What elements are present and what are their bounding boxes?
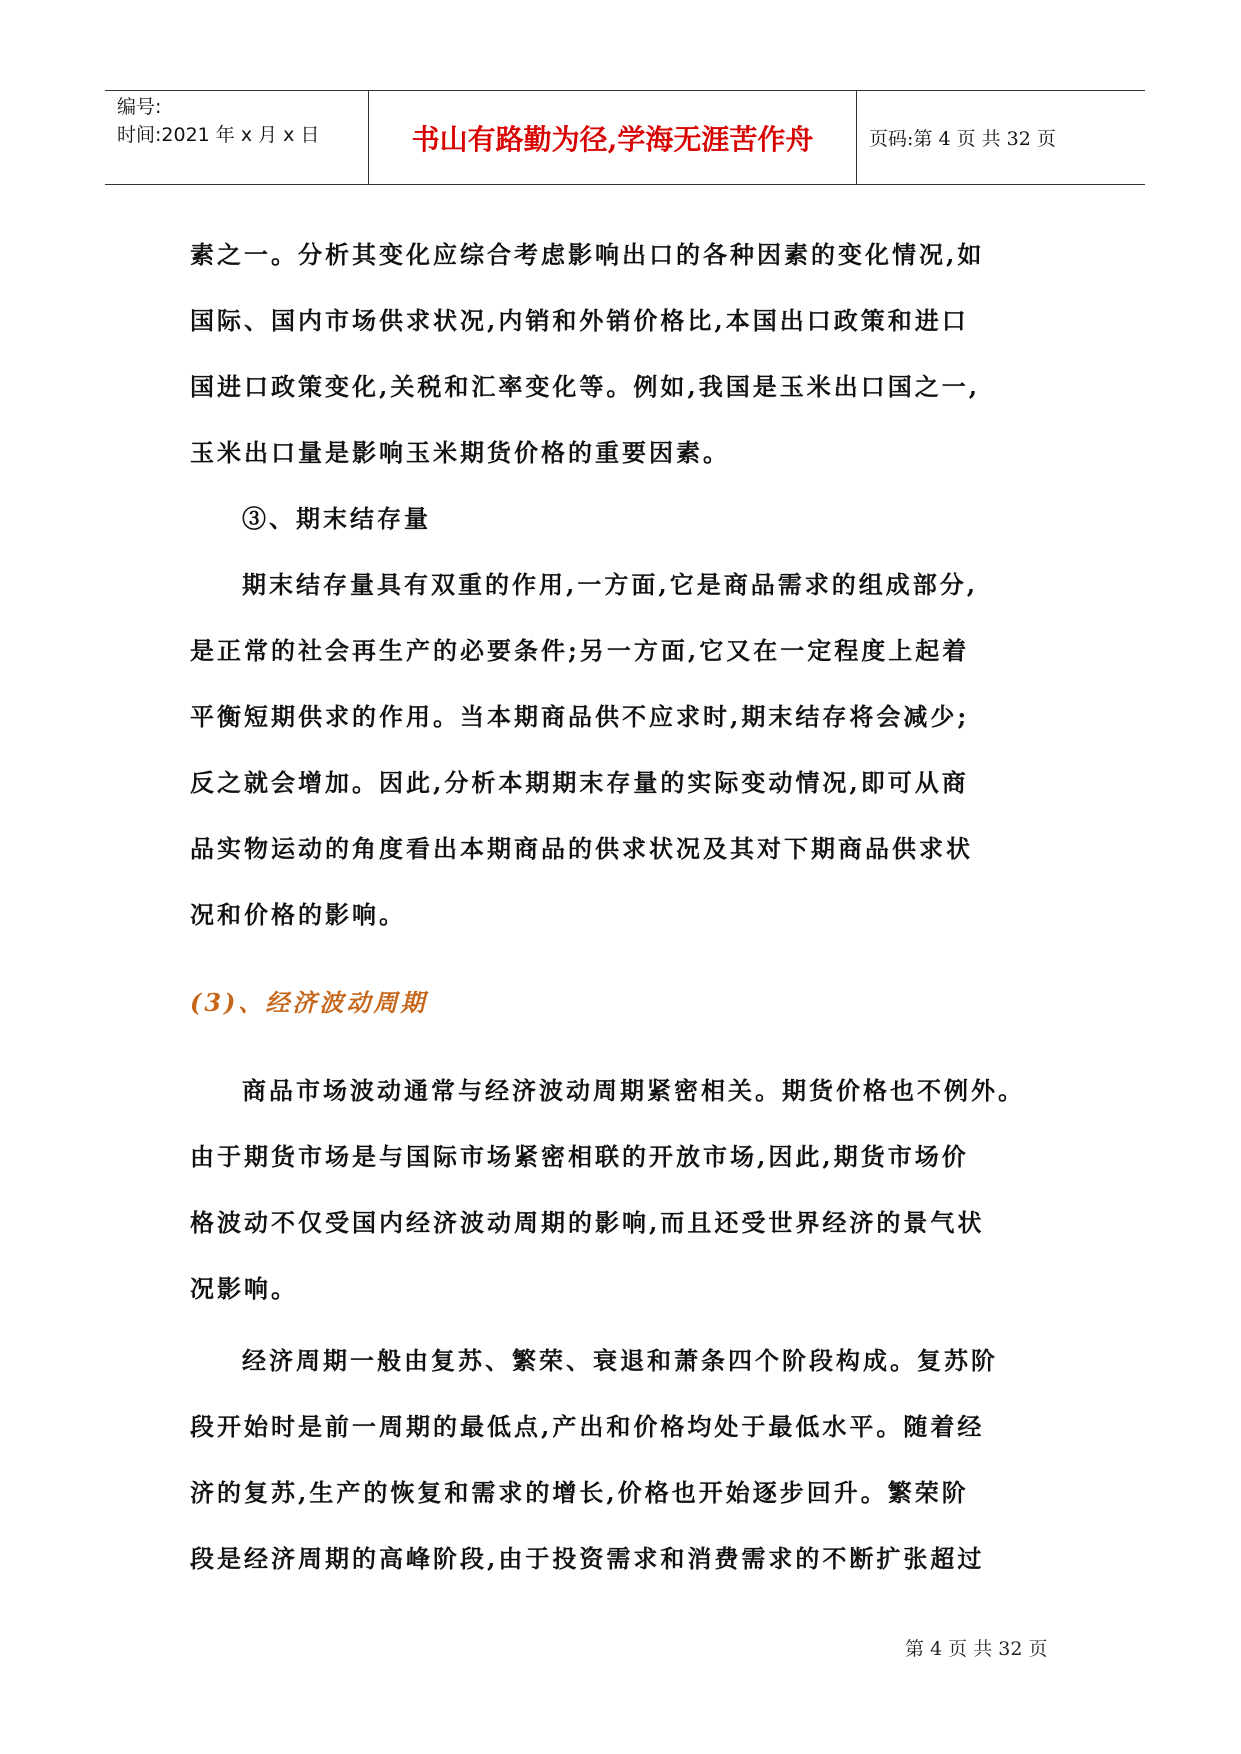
paragraph-line: 期末结存量具有双重的作用,一方面,它是商品需求的组成部分, xyxy=(242,570,979,599)
paragraph-line: 由于期货市场是与国际市场紧密相联的开放市场,因此,期货市场价 xyxy=(190,1142,969,1171)
paragraph-line: 国进口政策变化,关税和汇率变化等。例如,我国是玉米出口国之一, xyxy=(190,372,981,401)
paragraph-line: 段开始时是前一周期的最低点,产出和价格均处于最低水平。随着经 xyxy=(190,1412,985,1441)
document-number-label: 编号: xyxy=(117,96,162,118)
paragraph-line: 素之一。分析其变化应综合考虑影响出口的各种因素的变化情况,如 xyxy=(190,240,985,269)
section-heading: (3)、经济波动周期 xyxy=(190,988,428,1017)
paragraph-line: 格波动不仅受国内经济波动周期的影响,而且还受世界经济的景气状 xyxy=(190,1208,985,1237)
paragraph-line: 国际、国内市场供求状况,内销和外销价格比,本国出口政策和进口 xyxy=(190,306,969,335)
paragraph-line: 段是经济周期的高峰阶段,由于投资需求和消费需求的不断扩张超过 xyxy=(190,1544,985,1573)
paragraph-line: 况和价格的影响。 xyxy=(190,900,406,929)
paragraph-line: 商品市场波动通常与经济波动周期紧密相关。期货价格也不例外。 xyxy=(242,1076,1025,1105)
paragraph-line: 况影响。 xyxy=(190,1274,298,1303)
paragraph-line: 玉米出口量是影响玉米期货价格的重要因素。 xyxy=(190,438,730,467)
paragraph-line: 平衡短期供求的作用。当本期商品供不应求时,期末结存将会减少; xyxy=(190,702,970,731)
page-header xyxy=(105,90,1145,185)
header-page-info: 页码:第 4 页 共 32 页 xyxy=(869,128,1056,150)
paragraph-line: 济的复苏,生产的恢复和需求的增长,价格也开始逐步回升。繁荣阶 xyxy=(190,1478,969,1507)
document-time-label: 时间:2021 年 x 月 x 日 xyxy=(117,124,320,146)
page-content xyxy=(190,222,1055,1592)
paragraph-line: 反之就会增加。因此,分析本期期末存量的实际变动情况,即可从商 xyxy=(190,768,969,797)
subheading-ending-stock: ③、期末结存量 xyxy=(242,504,431,533)
paragraph-line: 品实物运动的角度看出本期商品的供求状况及其对下期商品供求状 xyxy=(190,834,973,863)
page-footer: 第 4 页 共 32 页 xyxy=(905,1638,1048,1660)
paragraph-line: 经济周期一般由复苏、繁荣、衰退和萧条四个阶段构成。复苏阶 xyxy=(242,1346,998,1375)
paragraph-line: 是正常的社会再生产的必要条件;另一方面,它又在一定程度上起着 xyxy=(190,636,970,665)
header-motto: 书山有路勤为径,学海无涯苦作舟 xyxy=(368,91,857,184)
